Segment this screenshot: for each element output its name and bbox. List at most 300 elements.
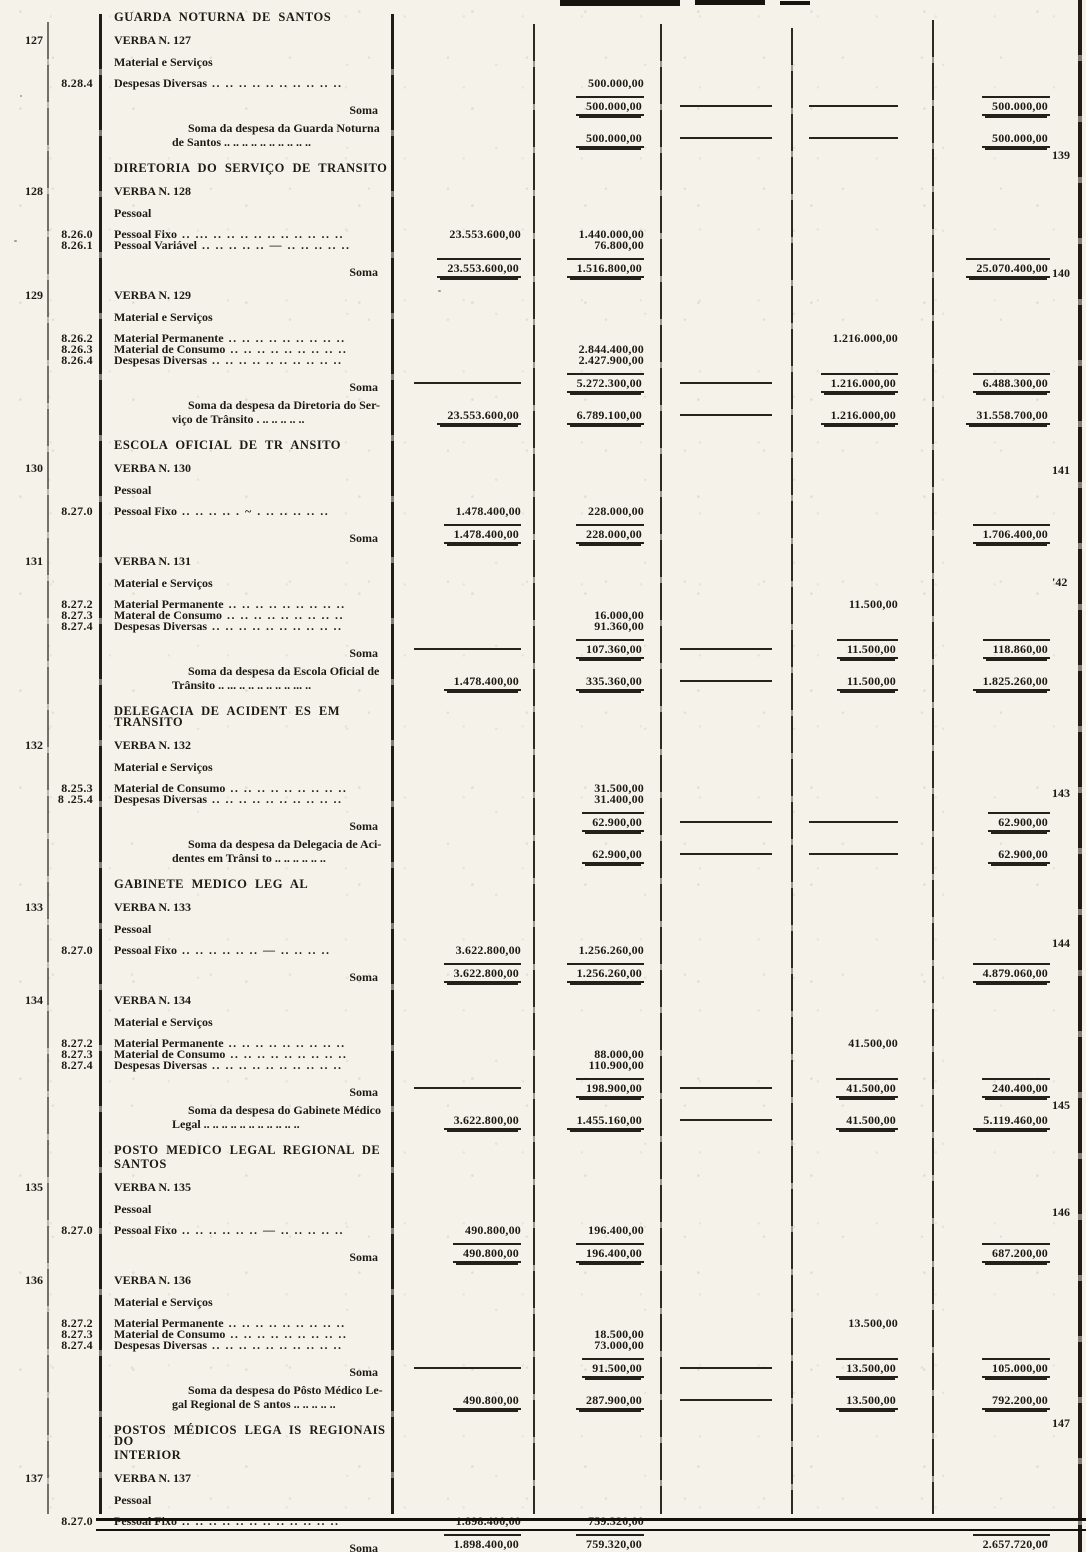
amount-cell-v4 <box>790 57 932 68</box>
amount-cell-v4 <box>790 945 932 956</box>
table-row-verba <box>0 740 1086 751</box>
amount-cell-v4 <box>790 1318 932 1329</box>
table-row-verba <box>0 995 1086 1006</box>
amount-cell-v1 <box>390 137 533 148</box>
table-row-subheader <box>0 1297 1086 1308</box>
item-description: Material de Consumo <box>114 781 226 795</box>
verba-margin-number <box>0 972 48 983</box>
column-rule <box>414 1087 521 1089</box>
amount-cell-v3 <box>660 1119 790 1130</box>
description-cell <box>100 463 390 474</box>
amount-cell-v5 <box>932 995 1060 1006</box>
amount-cell-v2 <box>533 78 660 89</box>
amount-cell-v4 <box>790 12 932 23</box>
amount-cell-v3 <box>660 137 790 148</box>
amount-cell-v2 <box>533 57 660 68</box>
column-rule <box>414 1367 521 1369</box>
soma-total-label: gal Regional de S antos .. .. .. .. .. <box>172 1397 336 1411</box>
amount-cell-v2 <box>533 556 660 567</box>
account-code: 8.27.3 <box>61 1047 93 1061</box>
description-cell <box>100 995 390 1006</box>
amount-cell-v3 <box>660 267 790 278</box>
amount-cell-v5 <box>932 1078 1060 1098</box>
amount-cell-v5 <box>932 240 1060 251</box>
amount-cell-v3 <box>660 344 790 355</box>
right-margin-cell <box>1060 1119 1086 1130</box>
verba-margin-number: 133 <box>25 900 43 914</box>
amount-cell-v4 <box>790 762 932 773</box>
amount-cell-v1 <box>390 1495 533 1506</box>
verba-title: VERBA N. 133 <box>114 900 192 914</box>
leader-dots: .. .. .. .. .. .. .. .. .. <box>228 1316 346 1330</box>
amount-cell-v1 <box>390 853 533 864</box>
table-row-subheader <box>0 1204 1086 1215</box>
amount-cell-v2 <box>533 717 660 728</box>
description-cell <box>100 794 390 805</box>
amount-cell-v2 <box>533 1078 660 1098</box>
group-subheader: Material e Serviços <box>114 576 213 590</box>
amount-cell-v1 <box>390 35 533 46</box>
amount-value: 107.360,00 <box>576 639 644 659</box>
item-description: Materal de Consumo <box>114 608 222 622</box>
group-subheader: Material e Serviços <box>114 1295 213 1309</box>
amount-cell-v3 <box>660 1473 790 1484</box>
item-description: Pessoal Fixo <box>114 1223 177 1237</box>
verba-margin-number <box>0 1204 48 1215</box>
verba-margin-number: 128 <box>25 184 43 198</box>
soma-label: Soma <box>349 1250 378 1264</box>
amount-cell-v4 <box>790 1329 932 1340</box>
leader-dots: .. .. .. .. .. .. .. .. .. <box>230 781 348 795</box>
amount-cell-v1 <box>390 556 533 567</box>
account-code <box>48 1367 100 1378</box>
amount-cell-v5 <box>932 740 1060 751</box>
table-row-item <box>0 240 1086 251</box>
amount-cell-v1 <box>390 410 533 425</box>
column-rule <box>680 137 772 139</box>
account-code <box>48 972 100 983</box>
amount-cell-v3 <box>660 578 790 589</box>
leader-dots: .. .. .. .. .. .. .. .. .. .. <box>212 792 343 806</box>
verba-margin-number <box>0 648 48 659</box>
soma-label: Soma <box>349 103 378 117</box>
table-row-item <box>0 945 1086 956</box>
group-subheader: Material e Serviços <box>114 760 213 774</box>
verba-margin-number <box>0 1367 48 1378</box>
account-code <box>48 821 100 832</box>
amount-cell-v5 <box>932 1534 1060 1552</box>
amount-cell-v5 <box>932 1225 1060 1236</box>
amount-cell-v2 <box>533 1275 660 1286</box>
amount-cell-v3 <box>660 105 790 116</box>
amount-cell-v1 <box>390 1534 533 1552</box>
amount-cell-v5 <box>932 12 1060 23</box>
section-header: ESCOLA OFICIAL DE TR ANSITO <box>114 438 342 452</box>
right-margin-cell <box>1060 1225 1086 1236</box>
amount-cell-v3 <box>660 610 790 621</box>
right-margin-cell <box>1060 229 1086 240</box>
amount-cell-v4 <box>790 610 932 621</box>
leader-dots: .. .. .. .. .. .. .. .. .. .. <box>212 619 343 633</box>
account-code <box>48 208 100 219</box>
table-row-soma <box>0 258 1086 278</box>
account-code <box>48 879 100 890</box>
amount-cell-v3 <box>660 57 790 68</box>
amount-cell-v3 <box>660 163 790 174</box>
amount-cell-v1 <box>390 1182 533 1193</box>
amount-cell-v4 <box>790 163 932 174</box>
amount-cell-v2 <box>533 1017 660 1028</box>
amount-value: 2.657.720,00 <box>973 1534 1050 1552</box>
description-cell <box>100 78 390 89</box>
item-description: Despesas Diversas <box>114 76 207 90</box>
amount-cell-v4 <box>790 312 932 323</box>
amount-cell-v2 <box>533 240 660 251</box>
amount-cell-v1 <box>390 1060 533 1071</box>
right-margin-cell <box>1060 1329 1086 1340</box>
amount-value: 5.272.300,00 <box>567 373 644 393</box>
right-margin-cell <box>1060 344 1086 355</box>
amount-value: 76.800,00 <box>594 238 644 252</box>
account-code: 8 .25.4 <box>57 792 93 806</box>
amount-value: 1.455.160,00 <box>567 1115 644 1130</box>
amount-cell-v5 <box>932 410 1060 425</box>
amount-value: 11.500,00 <box>837 676 898 691</box>
amount-cell-v4 <box>790 105 932 116</box>
amount-cell-v3 <box>660 1495 790 1506</box>
verba-title: VERBA N. 132 <box>114 738 192 752</box>
column-rule <box>680 821 772 823</box>
account-code: 8.27.0 <box>61 1223 93 1237</box>
amount-cell-v2 <box>533 1243 660 1263</box>
amount-value: 110.900,00 <box>588 1058 644 1072</box>
description-cell <box>100 163 390 174</box>
verba-margin-number <box>0 1017 48 1028</box>
table-row-header <box>0 706 1086 728</box>
account-code <box>48 1450 100 1461</box>
soma-total-label: Soma da despesa da Escola Oficial de <box>188 664 380 678</box>
amount-cell-v5 <box>932 312 1060 323</box>
amount-value: 4.879.060,00 <box>973 963 1050 983</box>
cutoff-print-fragment <box>560 0 680 6</box>
verba-title: VERBA N. 131 <box>114 554 192 568</box>
column-rule <box>680 853 772 855</box>
amount-cell-v1 <box>390 1204 533 1215</box>
amount-value: 1.478.400,00 <box>455 504 521 518</box>
amount-value: 62.900,00 <box>582 812 644 832</box>
amount-cell-v4 <box>790 533 932 544</box>
description-cell <box>100 506 390 517</box>
amount-cell-v1 <box>390 821 533 832</box>
description-cell <box>100 57 390 68</box>
description-cell <box>100 902 390 913</box>
amount-cell-v5 <box>932 610 1060 621</box>
right-margin-cell <box>1060 717 1086 728</box>
amount-value: 13.500,00 <box>848 1316 898 1330</box>
soma-total-label: Soma da despesa da Diretoria do Ser- <box>188 398 380 412</box>
right-margin-cell <box>1060 105 1086 116</box>
account-code <box>48 137 100 148</box>
account-code <box>48 267 100 278</box>
right-margin-cell <box>1060 1473 1086 1484</box>
soma-total-label: viço de Trânsito . .. .. .. .. .. <box>172 412 305 426</box>
table-row-soma <box>0 1243 1086 1263</box>
amount-cell-v3 <box>660 186 790 197</box>
description-cell <box>100 1204 390 1215</box>
amount-cell-v1 <box>390 78 533 89</box>
amount-value: 41.500,00 <box>836 1115 898 1130</box>
description-cell <box>100 1017 390 1028</box>
amount-cell-v5 <box>932 924 1060 935</box>
amount-value: 23.553.600,00 <box>437 258 521 278</box>
table-row-verba <box>0 1182 1086 1193</box>
table-row-item <box>0 78 1086 89</box>
amount-cell-v3 <box>660 1087 790 1098</box>
amount-cell-v5 <box>932 1329 1060 1340</box>
amount-cell-v1 <box>390 382 533 393</box>
amount-cell-v1 <box>390 1049 533 1060</box>
description-cell <box>100 556 390 567</box>
description-cell <box>100 1385 390 1410</box>
amount-cell-v3 <box>660 35 790 46</box>
column-rule <box>809 105 898 107</box>
item-description: Material Permanente <box>114 597 224 611</box>
group-subheader: Material e Serviços <box>114 310 213 324</box>
table-row-somatotal <box>0 400 1086 425</box>
scan-speck <box>1044 1540 1048 1543</box>
description-cell <box>100 1252 390 1263</box>
amount-value: 759.320,00 <box>576 1534 644 1552</box>
amount-cell-v5 <box>932 1115 1060 1130</box>
amount-cell-v5 <box>932 676 1060 691</box>
table-row-item <box>0 355 1086 366</box>
table-row-subheader <box>0 312 1086 323</box>
amount-value: 500.000,00 <box>576 96 644 116</box>
amount-value: 6.488.300,00 <box>973 373 1050 393</box>
amount-cell-v3 <box>660 208 790 219</box>
amount-cell-v4 <box>790 924 932 935</box>
amount-cell-v5 <box>932 1495 1060 1506</box>
account-code: 8.26.0 <box>61 227 93 241</box>
table-row-subheader <box>0 1495 1086 1506</box>
description-cell <box>100 12 390 23</box>
amount-cell-v1 <box>390 1275 533 1286</box>
amount-cell-v2 <box>533 410 660 425</box>
amount-cell-v2 <box>533 1182 660 1193</box>
table-row-verba <box>0 902 1086 913</box>
amount-cell-v2 <box>533 1060 660 1071</box>
amount-cell-v2 <box>533 1159 660 1170</box>
verba-margin-number <box>0 1318 48 1329</box>
amount-cell-v3 <box>660 312 790 323</box>
amount-cell-v1 <box>390 1159 533 1170</box>
amount-value: 31.500,00 <box>594 781 644 795</box>
amount-cell-v4 <box>790 621 932 632</box>
amount-cell-v2 <box>533 812 660 832</box>
amount-cell-v2 <box>533 133 660 148</box>
item-description: Pessoal Fixo <box>114 1514 177 1528</box>
amount-cell-v4 <box>790 78 932 89</box>
verba-margin-number <box>0 1038 48 1049</box>
amount-cell-v1 <box>390 258 533 278</box>
amount-cell-v1 <box>390 717 533 728</box>
account-code: 8.27.3 <box>61 608 93 622</box>
item-description: Despesas Diversas <box>114 619 207 633</box>
table-row-item <box>0 506 1086 517</box>
amount-cell-v3 <box>660 680 790 691</box>
amount-cell-v2 <box>533 924 660 935</box>
amount-cell-v5 <box>932 78 1060 89</box>
amount-value: 25.070.400,00 <box>966 258 1050 278</box>
verba-margin-number <box>0 621 48 632</box>
amount-cell-v5 <box>932 639 1060 659</box>
account-code <box>48 35 100 46</box>
right-margin-cell <box>1060 485 1086 496</box>
leader-dots: .. .. .. .. .. .. .. .. .. .. <box>212 1338 343 1352</box>
amount-value: 91.500,00 <box>582 1358 644 1378</box>
right-margin-cell <box>1060 1087 1086 1098</box>
amount-value: 1.440.000,00 <box>578 227 644 241</box>
verba-title: VERBA N. 134 <box>114 993 192 1007</box>
amount-value: 490.800,00 <box>453 1395 521 1410</box>
amount-cell-v4 <box>790 556 932 567</box>
right-margin-cell <box>1060 163 1086 174</box>
amount-cell-v2 <box>533 485 660 496</box>
amount-value: 118.860,00 <box>983 639 1050 659</box>
right-margin-cell <box>1060 853 1086 864</box>
right-margin-cell <box>1060 821 1086 832</box>
amount-cell-v3 <box>660 1182 790 1193</box>
account-code <box>48 556 100 567</box>
verba-margin-number <box>0 1297 48 1308</box>
amount-cell-v1 <box>390 1038 533 1049</box>
description-cell <box>100 440 390 451</box>
amount-cell-v5 <box>932 355 1060 366</box>
amount-cell-v1 <box>390 1087 533 1098</box>
amount-value: 5.119.460,00 <box>973 1115 1050 1130</box>
description-cell <box>100 105 390 116</box>
table-row-soma <box>0 96 1086 116</box>
amount-cell-v1 <box>390 902 533 913</box>
description-cell <box>100 312 390 323</box>
verba-margin-number <box>0 1329 48 1340</box>
amount-cell-v2 <box>533 96 660 116</box>
account-code <box>48 1495 100 1506</box>
table-row-soma <box>0 524 1086 544</box>
right-margin-cell <box>1060 208 1086 219</box>
account-code: 8.26.1 <box>61 238 93 252</box>
description-cell <box>100 972 390 983</box>
amount-cell-v3 <box>660 972 790 983</box>
verba-margin-number <box>0 1119 48 1130</box>
amount-cell-v3 <box>660 1252 790 1263</box>
right-margin-cell <box>1060 1060 1086 1071</box>
amount-cell-v3 <box>660 717 790 728</box>
account-code <box>48 648 100 659</box>
amount-cell-v5 <box>932 333 1060 344</box>
amount-value: 490.800,00 <box>453 1243 521 1263</box>
amount-cell-v5 <box>932 1358 1060 1378</box>
leader-dots: .. .. .. .. .. .. .. .. .. .. <box>212 76 343 90</box>
description-cell <box>100 839 390 864</box>
amount-cell-v4 <box>790 995 932 1006</box>
amount-cell-v5 <box>932 599 1060 610</box>
verba-margin-number: 134 <box>25 993 43 1007</box>
table-row-header <box>0 879 1086 890</box>
item-description: Pessoal Variável <box>114 238 197 252</box>
amount-cell-v4 <box>790 783 932 794</box>
account-code <box>48 1399 100 1410</box>
amount-value: 1.898.400,00 <box>444 1534 521 1552</box>
amount-cell-v2 <box>533 355 660 366</box>
verba-margin-number <box>0 12 48 23</box>
page-number-right: 146 <box>1052 1205 1070 1219</box>
amount-cell-v1 <box>390 1450 533 1461</box>
description-cell <box>100 1473 390 1484</box>
account-code: 8.27.0 <box>61 943 93 957</box>
soma-total-label: Soma da despesa do Pôsto Médico Le- <box>188 1383 383 1397</box>
amount-cell-v2 <box>533 1395 660 1410</box>
amount-cell-v3 <box>660 485 790 496</box>
amount-cell-v2 <box>533 740 660 751</box>
amount-value: 335.360,00 <box>576 676 644 691</box>
amount-cell-v3 <box>660 924 790 935</box>
section-header: INTERIOR <box>114 1448 182 1462</box>
amount-cell-v4 <box>790 506 932 517</box>
description-cell <box>100 1087 390 1098</box>
account-code: 8.27.0 <box>61 504 93 518</box>
amount-value: 228.000,00 <box>576 524 644 544</box>
amount-value: 18.500,00 <box>594 1327 644 1341</box>
amount-cell-v5 <box>932 578 1060 589</box>
amount-cell-v2 <box>533 12 660 23</box>
table-row-subheader <box>0 762 1086 773</box>
amount-cell-v1 <box>390 333 533 344</box>
amount-cell-v3 <box>660 1159 790 1170</box>
right-margin-cell <box>1060 1450 1086 1461</box>
amount-cell-v4 <box>790 463 932 474</box>
amount-cell-v1 <box>390 506 533 517</box>
amount-cell-v4 <box>790 1078 932 1098</box>
account-code <box>48 1543 100 1552</box>
amount-cell-v3 <box>660 1060 790 1071</box>
amount-cell-v3 <box>660 506 790 517</box>
soma-total-label: Soma da despesa do Gabinete Médico <box>188 1103 382 1117</box>
right-margin-cell <box>1060 440 1086 451</box>
leader-dots: .. .. .. .. .. .. — .. .. .. .. <box>182 943 331 957</box>
description-cell <box>100 1182 390 1193</box>
amount-value: 792.200,00 <box>982 1395 1050 1410</box>
account-code <box>48 578 100 589</box>
soma-total-label: Trânsito .. ... .. .. .. .. .. .. ... .. <box>172 678 312 692</box>
right-margin-cell <box>1060 382 1086 393</box>
amount-cell-v1 <box>390 963 533 983</box>
amount-cell-v2 <box>533 621 660 632</box>
verba-margin-number <box>0 762 48 773</box>
right-margin-cell <box>1060 972 1086 983</box>
amount-cell-v5 <box>932 1318 1060 1329</box>
amount-cell-v5 <box>932 717 1060 728</box>
verba-title: VERBA N. 137 <box>114 1471 192 1485</box>
leader-dots: .. .. .. .. .. .. .. .. .. .. <box>212 353 343 367</box>
table-row-somatotal <box>0 666 1086 691</box>
amount-cell-v1 <box>390 924 533 935</box>
leader-dots: .. .. .. .. .. .. .. .. .. <box>230 1047 348 1061</box>
right-margin-cell <box>1060 621 1086 632</box>
amount-cell-v2 <box>533 1358 660 1378</box>
account-code: 8.28.4 <box>61 76 93 90</box>
amount-cell-v3 <box>660 440 790 451</box>
